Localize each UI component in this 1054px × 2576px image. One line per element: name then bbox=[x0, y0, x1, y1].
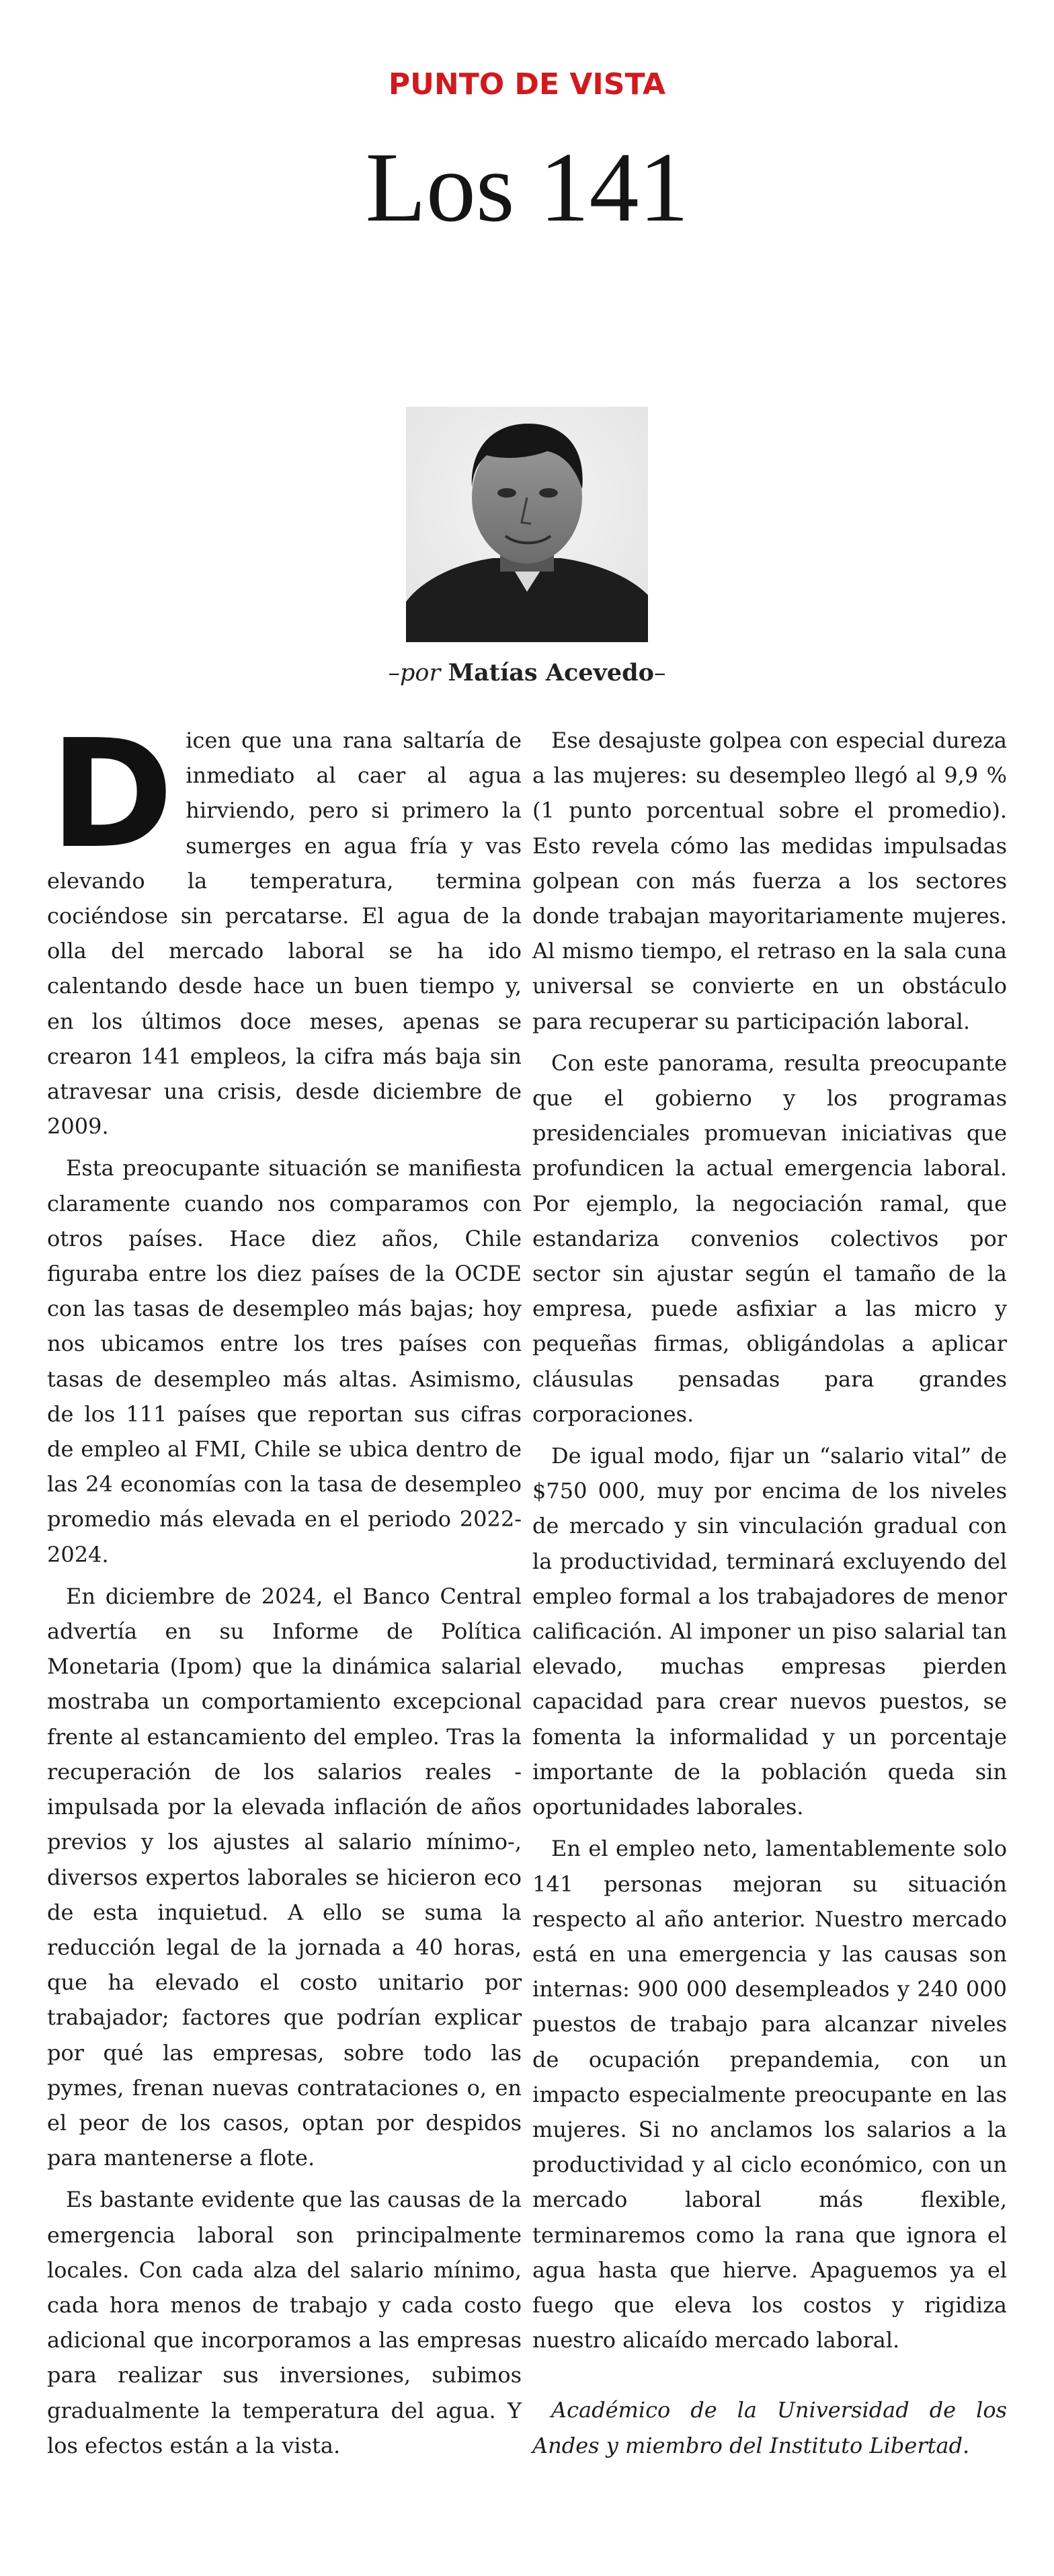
paragraph: Es bastante evidente que las causas de la emergencia laboral son principalmente locales. Con cada alza del salario mínimo, cada hora menos de trabajo y cada costo adicional que incorporamos a las empresas para realizar sus inversiones, subimos gradualmente la temperatura del agua. Y los efectos están a la vista. bbox=[47, 2187, 522, 2458]
byline bbox=[0, 659, 1054, 687]
section-kicker: PUNTO DE VISTA bbox=[388, 67, 666, 102]
paragraph: En el empleo neto, lamentablemente solo 141 personas mejoran su situación respecto al año anterior. Nuestro mercado está en una emergencia y las causas son internas: 900 000 desempleados y 240 000 puestos de trabajo para alcanzar niveles de ocupación prepandemia, con un impacto especialmente preocupante en las mujeres. Si no anclamos los salarios a la productividad y al ciclo económico, con un mercado laboral más flexible, terminaremos como la rana que ignora el agua hasta que hierve. Apaguemos ya el fuego que eleva los costos y rigidiza nuestro alicaído mercado laboral. bbox=[532, 1836, 1007, 2353]
paragraph: En diciembre de 2024, el Banco Central advertía en su Informe de Política Monetaria (Ipom) que la dinámica salarial mostraba un comportamiento excepcional frente al estancamiento del empleo. Tras la recuperación de los salarios reales -impulsada por la elevada inflación de años previos y los ajustes al salario mínimo-, diversos expertos laborales se hicieron eco de esta inquietud. A ello se suma la reducción legal de la jornada a 40 horas, que ha elevado el costo unitario por trabajador; factores que podrían explicar por qué las empresas, sobre todo las pymes, frenan nuevas contrataciones o, en el peor de los casos, optan por despidos para mantenerse a flote. bbox=[47, 1583, 522, 2171]
author-note: Académico de la Universidad de los Andes y miembro del Instituto Libertad. bbox=[532, 2397, 1007, 2458]
paragraph: Ese desajuste golpea con especial dureza a las mujeres: su desempleo llegó al 9,9 % (1 punto porcentual sobre el promedio). Esto revela cómo las medidas impulsadas golpean con más fuerza a los sectores donde trabajan mayoritariamente mujeres. Al mismo tiempo, el retraso en la sala cuna universal se convierte en un obstáculo para recuperar su participación laboral. bbox=[532, 728, 1007, 1034]
byline-prefix: –por bbox=[388, 660, 448, 687]
paragraph: Con este panorama, resulta preocupante que el gobierno y los programas presidenciales promuevan iniciativas que profundicen la actual emergencia laboral. Por ejemplo, la negociación ramal, que estandariza convenios colectivos por sector sin ajustar según el tamaño de la empresa, puede asfixiar a las micro y pequeñas firmas, obligándolas a aplicar cláusulas pensadas para grandes corporaciones. bbox=[532, 1050, 1007, 1427]
drop-cap: D bbox=[50, 708, 174, 882]
paragraph: De igual modo, fijar un “salario vital” de $750 000, muy por encima de los niveles de mercado y sin vinculación gradual con la productividad, terminará excluyendo del empleo formal a los trabajadores de menor calificación. Al imponer un piso salarial tan elevado, muchas empresas pierden capacidad para crear nuevos puestos, se fomenta la informalidad y un porcentaje importante de la población queda sin oportunidades laborales. bbox=[532, 1443, 1007, 1820]
article-column-right bbox=[532, 723, 1007, 2470]
author-portrait bbox=[406, 407, 648, 642]
paragraph bbox=[47, 708, 522, 1144]
byline-author: Matías Acevedo bbox=[448, 659, 654, 687]
byline-suffix: – bbox=[653, 660, 666, 687]
article-headline: Los 141 bbox=[365, 132, 689, 243]
paragraph-text: icen que una rana saltaría de inmediato al caer al agua hirviendo, pero si primero la sumerges en agua fría y vas elevando la temperatura, termina cociéndose sin percatarse. El agua de la olla del mercado laboral se ha ido calentando desde hace un buen tiempo y, en los últimos doce meses, apenas se crearon 141 empleos, la cifra más baja sin atravesar una crisis, desde diciembre de 2009. bbox=[47, 728, 522, 1140]
article-column-left bbox=[47, 708, 522, 2470]
paragraph: Esta preocupante situación se manifiesta claramente cuando nos comparamos con otros países. Hace diez años, Chile figuraba entre los diez países de la OCDE con las tasas de desempleo más bajas; hoy nos ubicamos entre los tres países con tasas de desempleo más altas. Asimismo, de los 111 países que reportan sus cifras de empleo al FMI, Chile se ubica dentro de las 24 economías con la tasa de desempleo promedio más elevada en el periodo 2022-2024. bbox=[47, 1155, 522, 1567]
